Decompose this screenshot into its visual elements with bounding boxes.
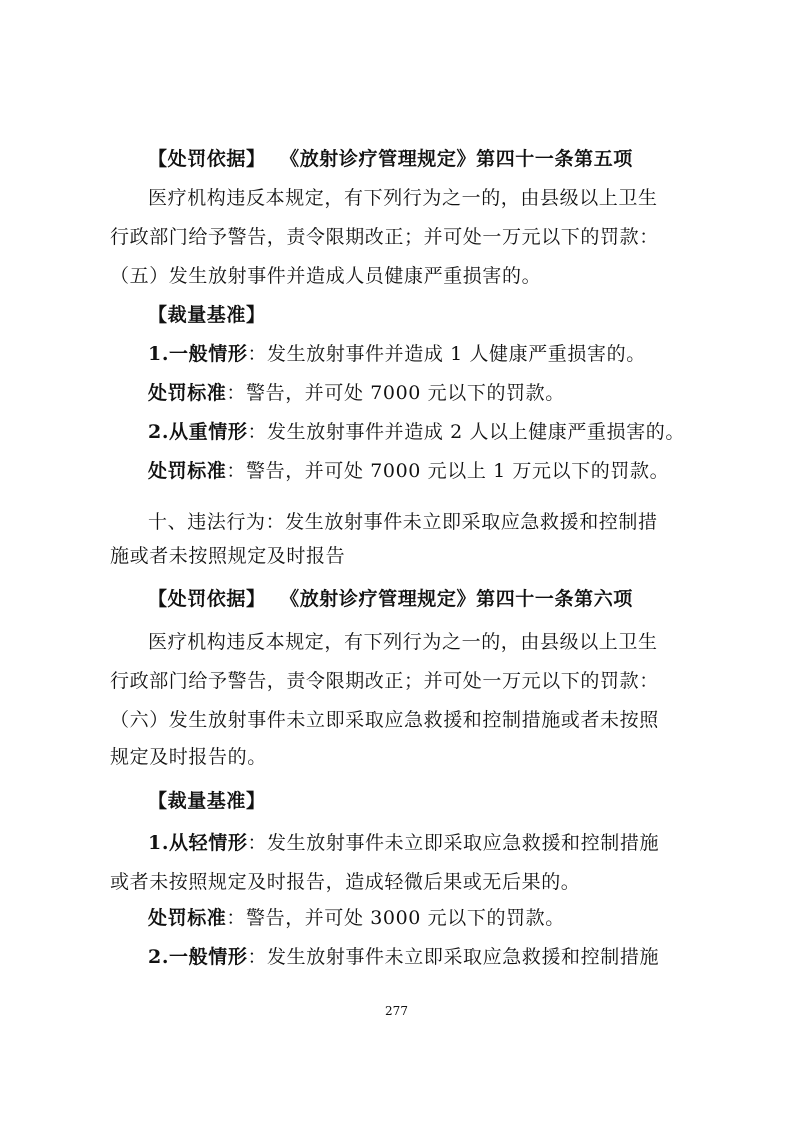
case-label: 1.从轻情形 <box>148 832 248 854</box>
penalty-basis-label: 【处罚依据】 <box>148 148 266 170</box>
penalty-basis-label: 【处罚依据】 <box>148 588 266 610</box>
case-label: 2.从重情形 <box>148 421 248 443</box>
paragraph-line: 规定及时报告的。 <box>110 746 267 768</box>
discretion-standard-heading: 【裁量基准】 <box>148 790 266 812</box>
paragraph-line: 行政部门给予警告，责令限期改正；并可处一万元以下的罚款： <box>110 670 659 692</box>
penalty-standard-text: ：警告，并可处 7000 元以上 1 万元以下的罚款。 <box>226 460 670 482</box>
penalty-standard-line <box>148 458 708 484</box>
paragraph-line: 医疗机构违反本规定，有下列行为之一的，由县级以上卫生 <box>148 187 658 209</box>
violation-title-line: 十、违法行为：发生放射事件未立即采取应急救援和控制措 <box>148 511 658 533</box>
penalty-standard-label: 处罚标准 <box>148 460 227 482</box>
discretion-standard-heading: 【裁量基准】 <box>148 304 266 326</box>
penalty-standard-line <box>148 380 708 406</box>
law-reference: 《放射诊疗管理规定》第四十一条第六项 <box>289 588 633 610</box>
case-text: ：发生放射事件并造成 2 人以上健康严重损害的。 <box>247 421 686 443</box>
penalty-basis-heading <box>148 586 708 612</box>
penalty-basis-heading <box>148 146 708 172</box>
case-line <box>148 419 708 445</box>
case-text: ：发生放射事件未立即采取应急救援和控制措施 <box>247 946 660 968</box>
penalty-standard-text: ：警告，并可处 3000 元以下的罚款。 <box>226 907 565 929</box>
violation-title-line: 施或者未按照规定及时报告 <box>110 545 346 567</box>
page-number: 277 <box>385 1004 408 1018</box>
case-text: ：发生放射事件并造成 1 人健康严重损害的。 <box>247 343 646 365</box>
law-reference: 《放射诊疗管理规定》第四十一条第五项 <box>289 148 633 170</box>
case-line <box>148 944 708 970</box>
paragraph-line: 行政部门给予警告，责令限期改正；并可处一万元以下的罚款： <box>110 226 659 248</box>
penalty-standard-label: 处罚标准 <box>148 907 227 929</box>
case-label: 2.一般情形 <box>148 946 248 968</box>
case-text: ：发生放射事件未立即采取应急救援和控制措施 <box>247 832 660 854</box>
case-line <box>148 341 708 367</box>
penalty-standard-text: ：警告，并可处 7000 元以下的罚款。 <box>226 382 565 404</box>
case-line <box>148 830 708 856</box>
paragraph-line: （六）发生放射事件未立即采取应急救援和控制措施或者未按照 <box>110 709 659 731</box>
penalty-standard-line <box>148 905 708 931</box>
penalty-standard-label: 处罚标准 <box>148 382 227 404</box>
paragraph-line: 或者未按照规定及时报告，造成轻微后果或无后果的。 <box>110 871 581 893</box>
paragraph-line: （五）发生放射事件并造成人员健康严重损害的。 <box>110 265 542 287</box>
paragraph-line: 医疗机构违反本规定，有下列行为之一的，由县级以上卫生 <box>148 631 658 653</box>
case-label: 1.一般情形 <box>148 343 248 365</box>
